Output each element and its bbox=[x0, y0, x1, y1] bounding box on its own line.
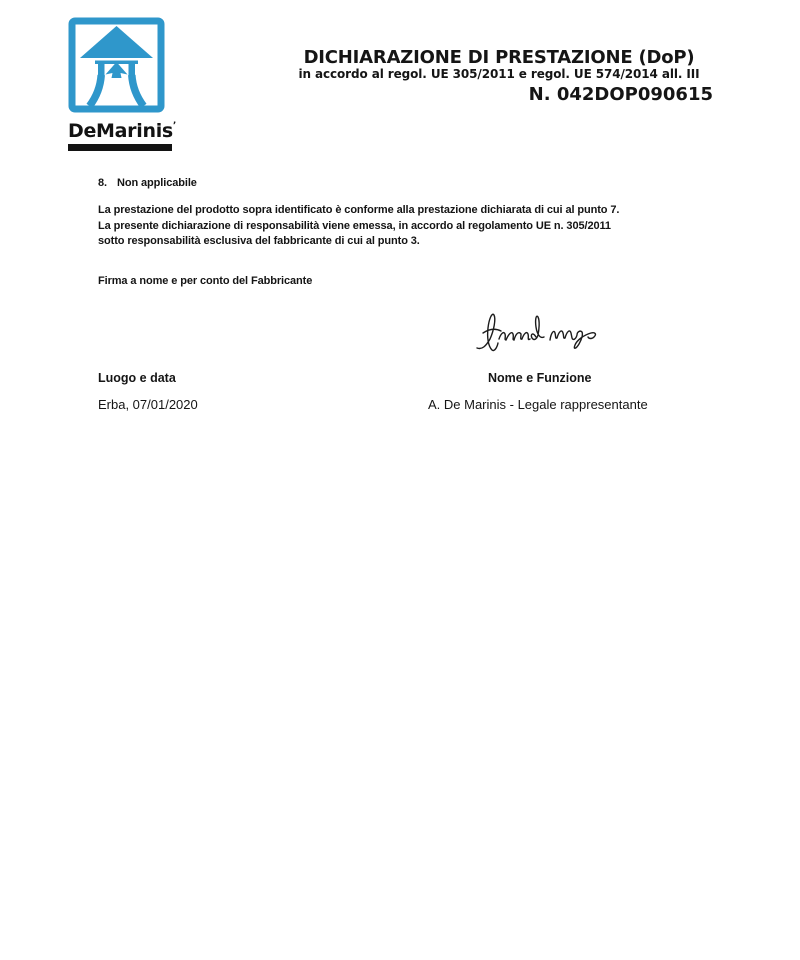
brand-text: DeMarinis bbox=[68, 120, 173, 142]
paragraph-line: La presente dichiarazione di responsabilità viene emessa, in accordo al regolamento UE n. 305/2011 bbox=[98, 219, 611, 232]
house-arrow-icon bbox=[68, 17, 165, 113]
declaration-paragraph bbox=[98, 203, 619, 250]
document-number: N. 042DOP090615 bbox=[528, 84, 713, 105]
paragraph-line: sotto responsabilità esclusiva del fabbricante di cui al punto 3. bbox=[98, 235, 420, 247]
paragraph-line: La prestazione del prodotto sopra identificato è conforme alla prestazione dichiarata di cui al punto 7. bbox=[98, 204, 620, 216]
brand-name bbox=[68, 117, 177, 142]
name-function-label: Nome e Funzione bbox=[488, 371, 592, 385]
handwritten-signature bbox=[474, 306, 606, 352]
place-date-value: Erba, 07/01/2020 bbox=[98, 397, 198, 412]
name-function-value: A. De Marinis - Legale rappresentante bbox=[428, 397, 648, 412]
brand-underline bbox=[68, 144, 172, 151]
point-text: Non applicabile bbox=[117, 177, 197, 189]
place-date-label: Luogo e data bbox=[98, 371, 176, 385]
point-8-row bbox=[98, 176, 197, 191]
point-number: 8. bbox=[98, 177, 107, 189]
company-logo bbox=[68, 17, 177, 151]
document-subtitle: in accordo al regol. UE 305/2011 e regol. UE 574/2014 all. III bbox=[298, 67, 700, 81]
document-title: DICHIARAZIONE DI PRESTAZIONE (DoP) bbox=[303, 47, 695, 68]
brand-registered-mark: ’ bbox=[172, 121, 177, 131]
signature-caption: Firma a nome e per conto del Fabbricante bbox=[98, 275, 313, 287]
